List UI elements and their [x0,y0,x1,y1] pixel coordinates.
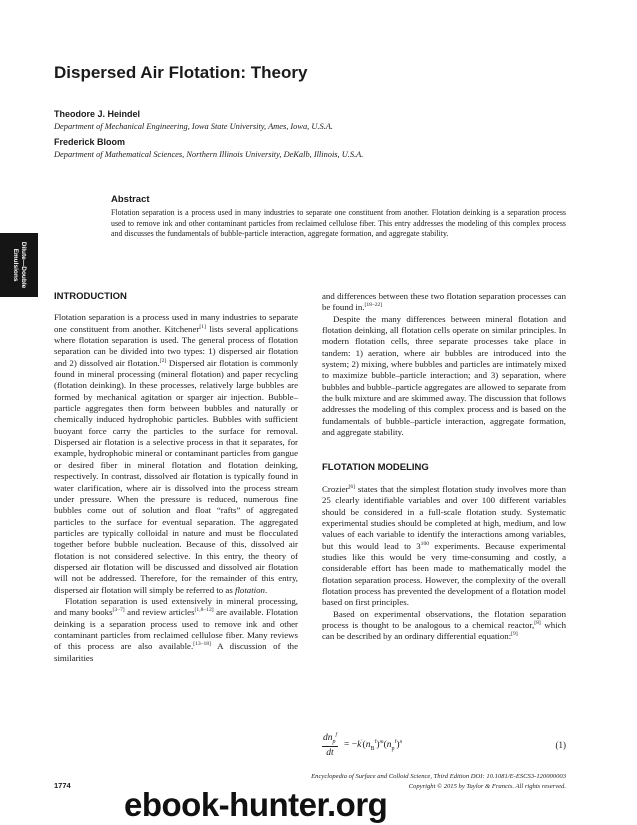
equation [322,733,566,763]
section-side-tab [0,233,38,297]
left-column [54,291,298,664]
author-affiliation: Department of Mechanical Engineering, Iowa State University, Ames, Iowa, U.S.A. [54,122,333,131]
author-name: Frederick Bloom [54,137,126,147]
side-tab-line: Emulsions [12,248,19,282]
section-heading-introduction: INTRODUCTION [54,291,127,302]
watermark: ebook-hunter.org [124,786,388,823]
article-title: Dispersed Air Flotation: Theory [54,63,308,82]
footer-line: Copyright © 2015 by Taylor & Francis. All rights reserved. [408,782,566,790]
abstract-heading: Abstract [111,194,150,205]
body-paragraph: Flotation separation is a process used in many industries to separate one constituent from another. Kitchener[1] lists several applications where flotation separation is used. The general process of flotation separation can be divided into two types: 1) dispersed air flotation and 2) dissolved air flotation.[2] Dispersed air flotation is commonly found in mineral processing (mineral flotation) and paper recycling (flotation deinking). In these processes, relatively large bubbles are formed by mechanical agitation or sparger air injection. Bubble–particle aggregates then form between bubbles and naturally or chemically induced hydrophobic particles. Bubbles with sufficient buoyant force carry the particles to the surface for removal. Dispersed air flotation is a selective process in that it separates, for example, hydrophobic mineral or contaminant particles from gangue or desired fiber in mineral flotation and flotation deinking, respectively. In contrast, dissolved air flotation is typically found in water clarification, where air is dissolved into the process stream under pressure. When the pressure is reduced, numerous fine bubbles come out of solution and float “rafts” of aggregated particles to the surface for eventual separation. The aggregated particles are typically colloidal in nature and must be flocculated together before bubble nucleation. Because of this, dissolved air flotation is not considered selective. In this entry, the theory of dispersed air flotation will be discussed and dissolved air flotation will not be addressed. Therefore, for the remainder of this entry, dispersed air flotation will simply be referred to as flotation. [54,312,298,595]
author-name: Theodore J. Heindel [54,109,141,119]
footer-line: Encyclopedia of Surface and Colloid Science, Third Edition DOI: 10.1081/E-ESCS3-120000003 [311,773,566,780]
section-heading-flotation-modeling: FLOTATION MODELING [322,462,429,474]
page-number: 1774 [54,781,71,790]
right-column [322,291,566,643]
equation-rhs: = $-k'(n_B^f)^m(n_p^f)^n$ [344,739,403,752]
author-affiliation: Department of Mathematical Sciences, Northern Illinois University, DeKalb, Illinois, U.S.A. [54,150,364,159]
body-paragraph: Based on experimental observations, the flotation separation process is thought to be analogous to a chemical reactor,[8] which can be described by an ordinary differential equation:[9] [322,608,566,642]
abstract-text: Flotation separation is a process used in many industries to separate one constituent from another. Flotation deinking is a separation process used to remove ink and other contaminant particles from reclaimed cellulose fiber. This entry addresses the modeling of this complex process and discusses the fundamentals of bubble-particle interaction, aggregate formation, and aggregate stability. [111,208,566,239]
side-tab-label [11,242,27,289]
equation-fraction: $dn_p^f$ dt [322,732,338,758]
body-paragraph: Despite the many differences between mineral flotation and flotation deinking, all flotation cells operate on similar principles. In modern flotation cells, three separate processes take place in tandem: 1) aeration, where air bubbles are introduced into the system; 2) mixing, where bubbles and particles are intimately mixed to maximize bubble–particle interaction; and 3) separation, where bubbles and bubble–particle aggregates are allowed to separate from the bulk mixture and are skimmed away. The discussion that follows addresses the modeling of this complex process and is based on the fundamentals of bubble–particle interaction, aggregate formation, and aggregate stability. [322,313,566,438]
body-paragraph: Crozier[6] states that the simplest flotation study involves more than 25 clearly identifiable variables and over 100 different variables should be considered in a full-scale flotation study. Systematic experimental studies should be completed at high, medium, and low values of each variable to identify the interactions among variables, but this would lead to $3^{100}$ experiments. Because experimental studies like this would be very time-consuming and costly, a considerable effort has been made to mathematically model the flotation separation process. However, the complexity of the overall flotation process has prevented the development of a flotation model based on first principles. [322,483,566,608]
body-paragraph: Flotation separation is used extensively in mineral processing, and many books[3–7] and review articles[1,8–12] are available. Flotation deinking is a separation process used to remove ink and other contaminant particles from reclaimed cellulose fiber. Many reviews of this process are also available.[13–18] A discussion of the similarities [54,595,299,663]
side-tab-line: Dilute—Double [20,241,27,289]
body-paragraph: and differences between these two flotation separation processes can be found in.[18–22] [322,291,566,313]
equation-number: (1) [555,740,566,750]
